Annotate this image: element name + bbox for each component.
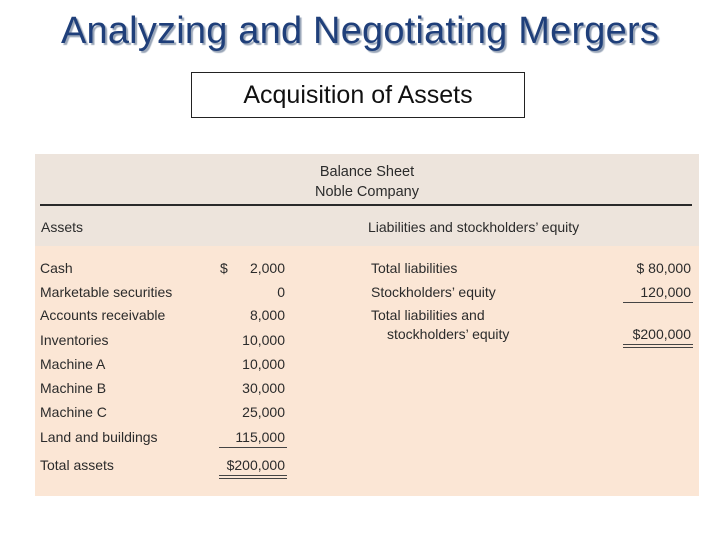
double-underline-bottom xyxy=(219,478,287,479)
double-underline-bottom xyxy=(623,347,693,348)
asset-label: Machine A xyxy=(40,356,106,372)
asset-value: 2,000 xyxy=(249,260,285,276)
total-liabilities-label-line1: Total liabilities and xyxy=(371,307,485,323)
double-underline-top xyxy=(219,475,287,476)
subtitle-box: Acquisition of Assets xyxy=(191,72,525,118)
total-liabilities-label-line2: stockholders’ equity xyxy=(387,326,510,342)
liability-value: $ 80,000 xyxy=(636,260,691,276)
total-liabilities-value: $200,000 xyxy=(632,326,691,342)
asset-value: 0 xyxy=(277,284,285,300)
asset-label: Cash xyxy=(40,260,73,276)
liabilities-column-header: Liabilities and stockholders’ equity xyxy=(368,219,580,235)
header-rule xyxy=(40,204,692,206)
asset-value: 10,000 xyxy=(242,356,285,372)
asset-label: Land and buildings xyxy=(40,429,158,445)
asset-label: Inventories xyxy=(40,332,109,348)
slide-title: Analyzing and Negotiating Mergers xyxy=(60,10,660,52)
liability-label: Total liabilities xyxy=(371,260,458,276)
asset-label: Machine B xyxy=(40,380,107,396)
asset-value: 115,000 xyxy=(235,429,285,445)
balance-sheet-title: Balance Sheet xyxy=(319,164,415,180)
asset-value: 30,000 xyxy=(242,380,285,396)
total-assets-value: $200,000 xyxy=(226,457,285,473)
asset-value: 10,000 xyxy=(242,332,285,348)
subtotal-underline xyxy=(219,447,287,448)
asset-label: Machine C xyxy=(40,404,107,420)
currency-symbol: $ xyxy=(220,260,228,276)
asset-value: 8,000 xyxy=(249,307,285,323)
total-assets-label: Total assets xyxy=(40,457,114,473)
asset-value: 25,000 xyxy=(242,404,285,420)
balance-sheet-header xyxy=(35,154,699,246)
liability-label: Stockholders’ equity xyxy=(371,284,496,300)
double-underline-top xyxy=(623,344,693,345)
assets-column-header: Assets xyxy=(41,219,84,235)
balance-sheet xyxy=(35,154,699,496)
asset-label: Marketable securities xyxy=(40,284,173,300)
liability-value: 120,000 xyxy=(640,284,691,300)
subtotal-underline xyxy=(623,302,693,303)
asset-label: Accounts receivable xyxy=(40,307,166,323)
company-name: Noble Company xyxy=(315,184,419,200)
